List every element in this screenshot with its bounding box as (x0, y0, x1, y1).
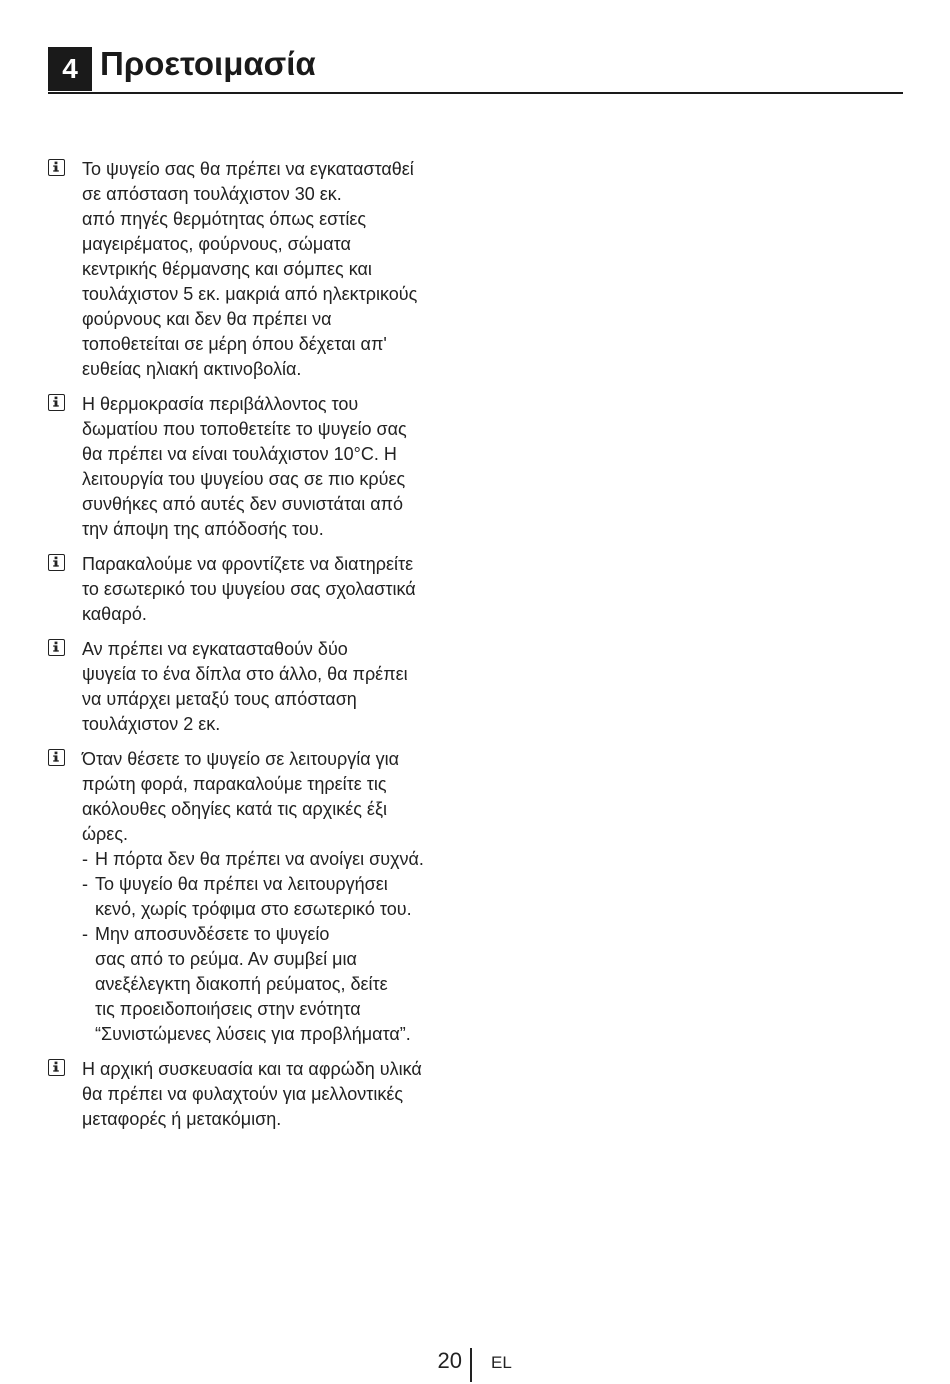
info-icon (48, 639, 65, 656)
bullet-dash: - (82, 874, 88, 894)
footer-divider (470, 1348, 472, 1382)
info-icon (48, 394, 65, 411)
page-number: 20 (437, 1348, 462, 1373)
bullet-text: Η πόρτα δεν θα πρέπει να ανοίγει συχνά. (95, 849, 424, 869)
note-text: Αν πρέπει να εγκατασταθούν δύο ψυγεία το ένα δίπλα στο άλλο, θα πρέπει να υπάρχει μεταξύ τους απόσταση τουλάχιστον 2 εκ. (82, 639, 408, 734)
note-item (48, 552, 478, 627)
bullet-dash: - (82, 924, 88, 944)
note-item (48, 392, 478, 542)
note-item (48, 747, 478, 1047)
chapter-number: 4 (48, 47, 92, 91)
note-text: Το ψυγείο σας θα πρέπει να εγκατασταθεί σε απόσταση τουλάχιστον 30 εκ. από πηγές θερμότητας όπως εστίες μαγειρέματος, φούρνους, σώματα κεντρικής θέρμανσης και σόμπες και τουλάχιστον 5 εκ. μακριά από ηλεκτρικούς φούρνους και δεν θα πρέπει να τοποθετείται σε μέρη όπου δέχεται απ' ευθείας ηλιακή ακτινοβολία. (82, 159, 418, 379)
note-text: Η αρχική συσκευασία και τα αφρώδη υλικά θα πρέπει να φυλαχτούν για μελλοντικές μεταφορές ή μετακόμιση. (82, 1059, 422, 1129)
notes-list (48, 157, 478, 1142)
bullet-item (82, 922, 478, 1047)
language-code: EL (491, 1353, 512, 1372)
chapter-header (48, 44, 903, 94)
bullet-item (82, 872, 478, 922)
note-text: Η θερμοκρασία περιβάλλοντος του δωματίου που τοποθετείτε το ψυγείο σας θα πρέπει να είναι τουλάχιστον 10°C. Η λειτουργία του ψυγείου σας σε πιο κρύες συνθήκες από αυτές δεν συνιστάται από την άποψη της απόδοσής του. (82, 394, 407, 539)
note-item (48, 157, 478, 382)
info-icon (48, 1059, 65, 1076)
instruction-bullets (82, 847, 478, 1047)
bullet-text: Το ψυγείο θα πρέπει να λειτουργήσει κενό, χωρίς τρόφιμα στο εσωτερικό του. (95, 874, 412, 919)
bullet-dash: - (82, 849, 88, 869)
bullet-text: Μην αποσυνδέσετε το ψυγείο σας από το ρεύμα. Αν συμβεί μια ανεξέλεγκτη διακοπή ρεύματος, δείτε τις προειδοποιήσεις στην ενότητα “Συνιστώμενες λύσεις για προβλήματα”. (95, 924, 411, 1044)
info-icon (48, 749, 65, 766)
note-text: Παρακαλούμε να φροντίζετε να διατηρείτε το εσωτερικό του ψυγείου σας σχολαστικά καθαρό. (82, 554, 416, 624)
page-footer (0, 1344, 950, 1384)
note-text: Όταν θέσετε το ψυγείο σε λειτουργία για πρώτη φορά, παρακαλούμε τηρείτε τις ακόλουθες οδηγίες κατά τις αρχικές έξι ώρες. (82, 749, 400, 844)
note-item (48, 1057, 478, 1132)
info-icon (48, 159, 65, 176)
info-icon (48, 554, 65, 571)
note-item (48, 637, 478, 737)
chapter-title: Προετοιμασία (100, 45, 316, 82)
bullet-item (82, 847, 478, 872)
